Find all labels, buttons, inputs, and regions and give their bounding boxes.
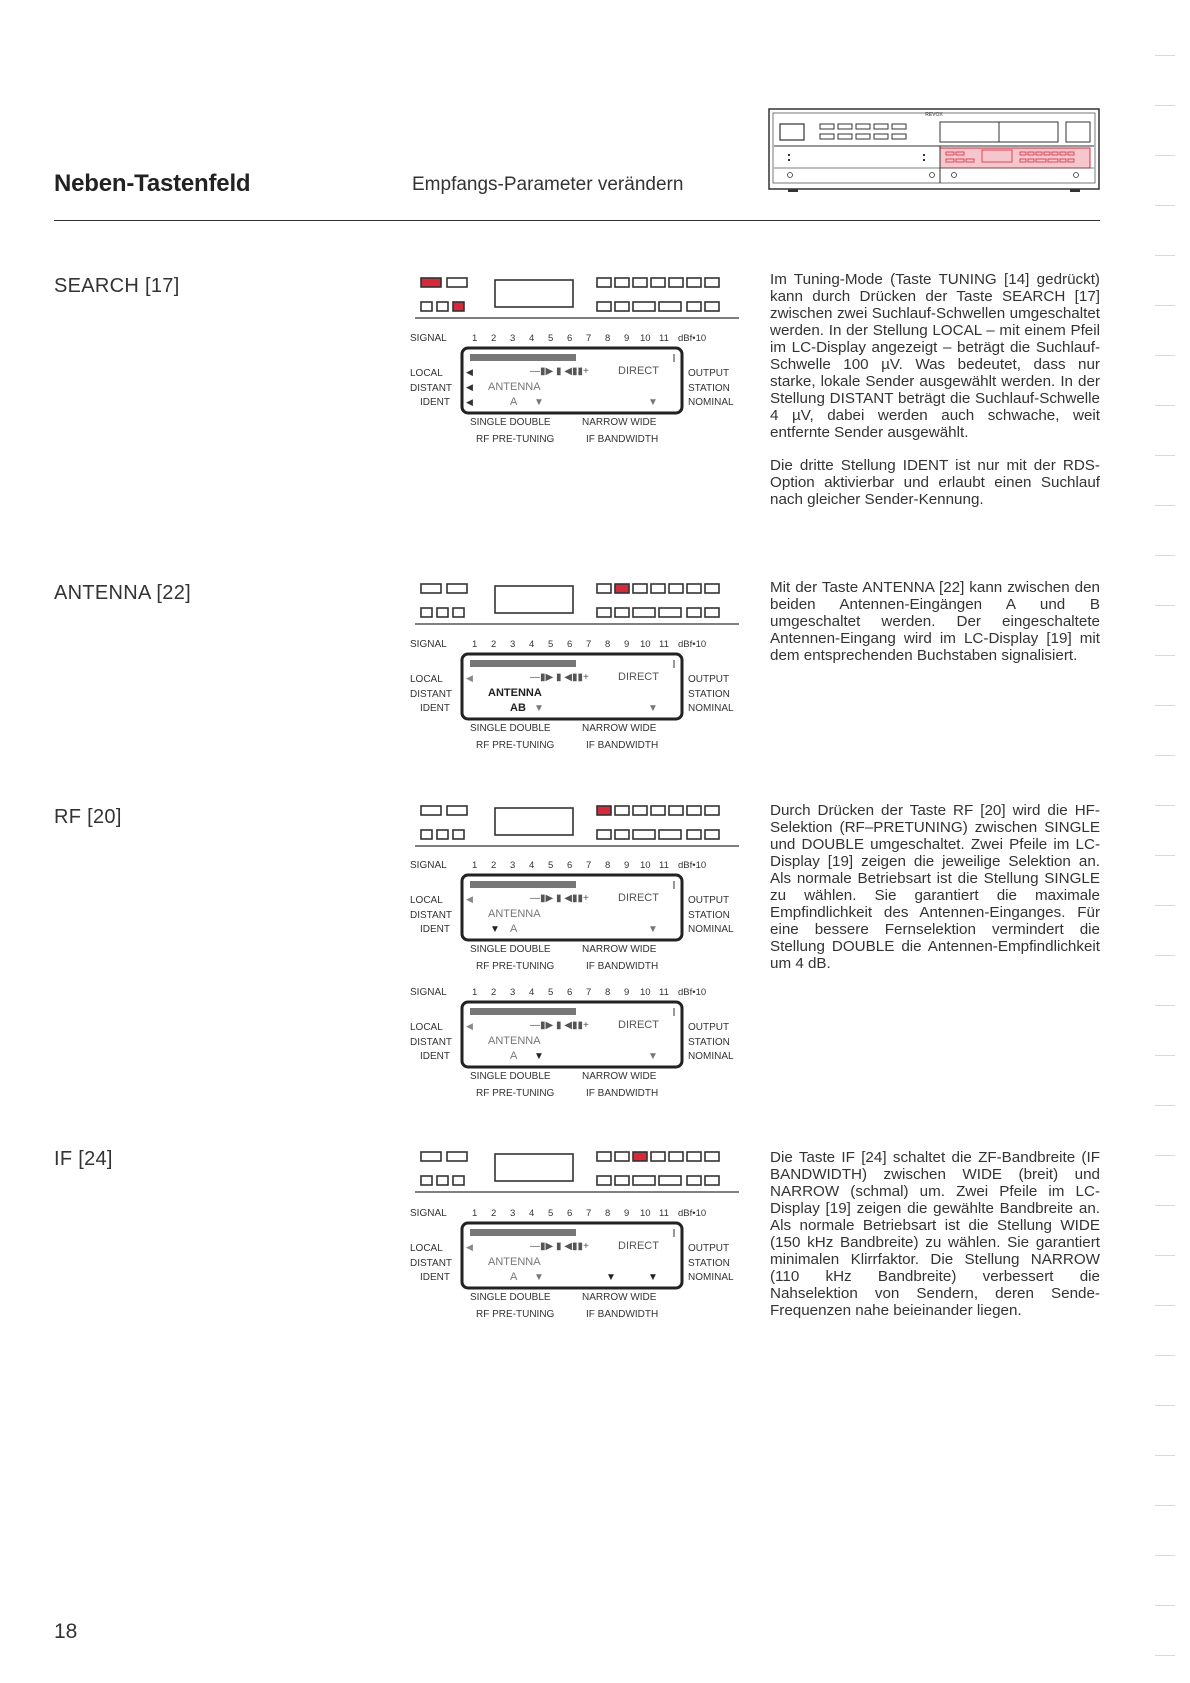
svg-text:▼: ▼ [648, 397, 658, 408]
svg-text:▼: ▼ [534, 703, 544, 714]
section-title-search: SEARCH [17] [54, 275, 180, 297]
svg-text:5: 5 [548, 860, 554, 871]
section-title-rf: RF [20] [54, 806, 122, 828]
svg-text:3: 3 [510, 1208, 516, 1219]
svg-text:◀: ◀ [466, 367, 473, 377]
signal-label: SIGNAL [410, 333, 447, 344]
page-subtitle: Empfangs-Parameter verändern [412, 174, 684, 195]
svg-text:dBf•10: dBf•10 [678, 639, 707, 650]
svg-text:3: 3 [510, 639, 516, 650]
svg-text:5: 5 [548, 1208, 554, 1219]
svg-text:—▮▶ ▮ ◀▮▮+: —▮▶ ▮ ◀▮▮+ [530, 1241, 589, 1252]
svg-text:◀: ◀ [466, 894, 473, 904]
svg-text:STATION: STATION [688, 689, 730, 700]
rf-button-active[interactable] [597, 806, 611, 815]
svg-text:5: 5 [548, 639, 554, 650]
svg-text:▼: ▼ [648, 703, 658, 714]
svg-text:9: 9 [624, 333, 630, 344]
svg-text:6: 6 [567, 987, 573, 998]
svg-text:1: 1 [472, 987, 478, 998]
button-panel-antenna [415, 578, 745, 628]
svg-text:DISTANT: DISTANT [410, 1258, 453, 1269]
svg-text:DIRECT: DIRECT [618, 1240, 659, 1252]
svg-text:LOCAL: LOCAL [410, 895, 443, 906]
search-button-active[interactable] [453, 302, 464, 311]
svg-text:4: 4 [529, 639, 535, 650]
svg-text:8: 8 [605, 1208, 611, 1219]
svg-text:IDENT: IDENT [420, 1272, 450, 1283]
svg-text:◀: ◀ [466, 673, 473, 683]
svg-text:1: 1 [472, 333, 478, 344]
svg-text:1: 1 [472, 639, 478, 650]
svg-text:▼: ▼ [490, 924, 500, 935]
svg-text:ANTENNA: ANTENNA [488, 687, 542, 699]
if-button-active[interactable] [633, 1152, 647, 1161]
svg-text:7: 7 [586, 987, 592, 998]
svg-text:7: 7 [586, 1208, 592, 1219]
lcd-display-rf-double [410, 982, 750, 1109]
button-panel-rf [415, 800, 745, 850]
svg-text:7: 7 [586, 860, 592, 871]
svg-text:◀: ◀ [466, 1242, 473, 1252]
svg-text:dBf•10: dBf•10 [678, 1208, 707, 1219]
svg-text:NOMINAL: NOMINAL [688, 703, 734, 714]
svg-text:IF BANDWIDTH: IF BANDWIDTH [586, 961, 659, 972]
svg-text:SIGNAL: SIGNAL [410, 639, 447, 650]
svg-text:11: 11 [659, 860, 669, 871]
svg-text:2: 2 [491, 987, 497, 998]
svg-text:9: 9 [624, 987, 630, 998]
svg-text:SIGNAL: SIGNAL [410, 860, 447, 871]
svg-text:LOCAL: LOCAL [410, 368, 443, 379]
svg-text:10: 10 [640, 333, 651, 344]
svg-text:OUTPUT: OUTPUT [688, 368, 730, 379]
header-rule [54, 220, 1100, 221]
svg-text:NOMINAL: NOMINAL [688, 1051, 734, 1062]
device-brand: REVOX [925, 112, 943, 118]
svg-text:SINGLE DOUBLE: SINGLE DOUBLE [470, 1292, 551, 1303]
svg-text:2: 2 [491, 639, 497, 650]
svg-text:2: 2 [491, 860, 497, 871]
svg-text:IDENT: IDENT [420, 924, 450, 935]
svg-text:3: 3 [510, 860, 516, 871]
svg-text:IDENT: IDENT [420, 703, 450, 714]
svg-text:8: 8 [605, 987, 611, 998]
svg-text:IF BANDWIDTH: IF BANDWIDTH [586, 740, 659, 751]
svg-text:SINGLE DOUBLE: SINGLE DOUBLE [470, 723, 551, 734]
svg-text:8: 8 [605, 860, 611, 871]
svg-text:A: A [510, 1271, 518, 1283]
svg-text:LOCAL: LOCAL [410, 674, 443, 685]
lcd-display-rf-single [410, 855, 750, 982]
svg-text:11: 11 [659, 639, 669, 650]
svg-text:—▮▶ ▮ ◀▮▮+: —▮▶ ▮ ◀▮▮+ [530, 672, 589, 683]
svg-text:OUTPUT: OUTPUT [688, 1022, 730, 1033]
svg-text:▼: ▼ [648, 924, 658, 935]
svg-text:ANTENNA: ANTENNA [488, 381, 541, 393]
svg-text:DISTANT: DISTANT [410, 1037, 453, 1048]
svg-text:STATION: STATION [688, 1037, 730, 1048]
svg-text:NOMINAL: NOMINAL [688, 924, 734, 935]
svg-text:DIRECT: DIRECT [618, 671, 659, 683]
svg-text:2: 2 [491, 1208, 497, 1219]
svg-text:STATION: STATION [688, 910, 730, 921]
svg-text:7: 7 [586, 333, 592, 344]
svg-text:11: 11 [659, 1208, 669, 1219]
svg-text:10: 10 [640, 860, 651, 871]
section-title-antenna: ANTENNA [22] [54, 582, 191, 604]
svg-text:DISTANT: DISTANT [410, 383, 453, 394]
device-illustration [768, 108, 1100, 192]
svg-text:NARROW WIDE: NARROW WIDE [582, 944, 657, 955]
antenna-button-active[interactable] [615, 584, 629, 593]
svg-text:RF PRE-TUNING: RF PRE-TUNING [476, 1309, 555, 1320]
svg-text:SINGLE DOUBLE: SINGLE DOUBLE [470, 1071, 551, 1082]
svg-text:IF BANDWIDTH: IF BANDWIDTH [586, 1088, 659, 1099]
svg-text:NARROW WIDE: NARROW WIDE [582, 417, 657, 428]
page-number: 18 [54, 1620, 78, 1643]
svg-text:RF PRE-TUNING: RF PRE-TUNING [476, 1088, 555, 1099]
svg-text:SINGLE DOUBLE: SINGLE DOUBLE [470, 944, 551, 955]
svg-text:8: 8 [605, 639, 611, 650]
section-text-if: Die Taste IF [24] schaltet die ZF-Bandbreite (IF BANDWIDTH) zwischen WIDE (breit) und NARROW (schmal) um. Zwei Pfeile im LC-Display [19] zeigen die gewählte Bandbreite an. Als normale Betriebsart ist die Stellung WIDE (150 kHz Bandbreite) zu wählen. Sie garantiert minimalen Klirrfaktor. Die Stellung NARROW (110 kHz Bandbreite) verbessert die Nahselektion von Sendern, deren Sende-Frequenzen nahe beieinander liegen. [770, 1149, 1100, 1319]
button-panel-if [415, 1146, 745, 1196]
lcd-display-antenna [410, 634, 750, 761]
svg-text:9: 9 [624, 639, 630, 650]
section-text-search: Im Tuning-Mode (Taste TUNING [14] gedrückt) kann durch Drücken der Taste SEARCH [17] zwischen zwei Suchlauf-Schwellen umgeschaltet werden. In der Stellung LOCAL – mit einem Pfeil im LC-Display angezeigt – beträgt die Suchlauf-Schwelle 100 µV. Was bedeutet, dass nur starke, lokale Sender ausgewählt werden. In der Stellung DISTANT beträgt die Suchlauf-Schwelle 4 µV, dabei werden auch schwache, weit entfernte Sender ausgewählt. Die dritte Stellung IDENT ist nur mit der RDS-Option aktivierbar und erlaubt einen Suchlauf nach gleicher Sender-Kennung. [770, 271, 1100, 508]
svg-text:▼: ▼ [648, 1051, 658, 1062]
svg-text:5: 5 [548, 333, 554, 344]
svg-text:2: 2 [491, 333, 497, 344]
svg-text:10: 10 [640, 1208, 651, 1219]
svg-text:8: 8 [605, 333, 611, 344]
svg-text:A: A [510, 923, 518, 935]
svg-text:9: 9 [624, 1208, 630, 1219]
svg-text:◀: ◀ [466, 1021, 473, 1031]
svg-text:RF PRE-TUNING: RF PRE-TUNING [476, 434, 555, 445]
svg-text:1: 1 [472, 860, 478, 871]
svg-text:6: 6 [567, 333, 573, 344]
svg-text:DIRECT: DIRECT [618, 1019, 659, 1031]
svg-text:11: 11 [659, 987, 669, 998]
svg-text:◀: ◀ [466, 382, 473, 392]
svg-text:dBf•10: dBf•10 [678, 987, 707, 998]
svg-text:▼: ▼ [648, 1272, 658, 1283]
svg-text:ANTENNA: ANTENNA [488, 1035, 541, 1047]
section-text-antenna: Mit der Taste ANTENNA [22] kann zwischen den beiden Antennen-Eingängen A und B umgeschaltet werden. Der eingeschaltete Antennen-Eingang wird im LC-Display [19] mit dem entsprechenden Buchstaben signalisiert. [770, 579, 1100, 664]
svg-text:DIRECT: DIRECT [618, 892, 659, 904]
svg-text:—▮▶ ▮ ◀▮▮+: —▮▶ ▮ ◀▮▮+ [530, 1020, 589, 1031]
svg-text:4: 4 [529, 1208, 535, 1219]
section-text-rf: Durch Drücken der Taste RF [20] wird die HF-Selektion (RF–PRETUNING) zwischen SINGLE und DOUBLE umgeschaltet. Zwei Pfeile im LC-Display [19] zeigen die jeweilige Selektion an. Als normale Betriebsart ist die Stellung SINGLE zu wählen. Sie garantiert die maximale Empfindlichkeit des Antennen-Einganges. Für eine bessere Fernselektion vermindert die Stellung DOUBLE die Antennen-Empfindlichkeit um 4 dB. [770, 802, 1100, 972]
svg-text:IDENT: IDENT [420, 1051, 450, 1062]
svg-text:7: 7 [586, 639, 592, 650]
svg-text:OUTPUT: OUTPUT [688, 895, 730, 906]
svg-text:4: 4 [529, 860, 535, 871]
svg-text:DIRECT: DIRECT [618, 365, 659, 377]
svg-text:SINGLE DOUBLE: SINGLE DOUBLE [470, 417, 551, 428]
page-title: Neben-Tastenfeld [54, 170, 251, 197]
svg-text:▼: ▼ [606, 1272, 616, 1283]
svg-text:RF PRE-TUNING: RF PRE-TUNING [476, 961, 555, 972]
svg-text:STATION: STATION [688, 1258, 730, 1269]
svg-text:NARROW WIDE: NARROW WIDE [582, 1071, 657, 1082]
svg-text:11: 11 [659, 333, 669, 344]
svg-text:—▮▶ ▮ ◀▮▮+: —▮▶ ▮ ◀▮▮+ [530, 893, 589, 904]
svg-text:6: 6 [567, 860, 573, 871]
svg-text:4: 4 [529, 987, 535, 998]
svg-text:NARROW WIDE: NARROW WIDE [582, 723, 657, 734]
svg-text:A: A [510, 1050, 518, 1062]
svg-text:10: 10 [640, 639, 651, 650]
svg-text:—▮▶ ▮ ◀▮▮+: —▮▶ ▮ ◀▮▮+ [530, 366, 589, 377]
svg-text:3: 3 [510, 333, 516, 344]
svg-text:A: A [510, 396, 518, 408]
svg-text:4: 4 [529, 333, 535, 344]
svg-text:NOMINAL: NOMINAL [688, 397, 734, 408]
svg-text:RF PRE-TUNING: RF PRE-TUNING [476, 740, 555, 751]
button-panel-search [415, 272, 745, 322]
svg-text:NARROW WIDE: NARROW WIDE [582, 1292, 657, 1303]
svg-text:9: 9 [624, 860, 630, 871]
svg-text:▼: ▼ [534, 1051, 544, 1062]
svg-text:3: 3 [510, 987, 516, 998]
svg-text:dBf•10: dBf•10 [678, 333, 707, 344]
svg-text:SIGNAL: SIGNAL [410, 1208, 447, 1219]
svg-text:dBf•10: dBf•10 [678, 860, 707, 871]
section-title-if: IF [24] [54, 1148, 113, 1170]
lcd-display-if [410, 1203, 750, 1330]
svg-text:6: 6 [567, 639, 573, 650]
svg-text:IF BANDWIDTH: IF BANDWIDTH [586, 434, 659, 445]
svg-text:IDENT: IDENT [420, 397, 450, 408]
svg-text:◀: ◀ [466, 397, 473, 407]
svg-text:ANTENNA: ANTENNA [488, 1256, 541, 1268]
svg-text:OUTPUT: OUTPUT [688, 674, 730, 685]
svg-text:DISTANT: DISTANT [410, 910, 453, 921]
svg-text:LOCAL: LOCAL [410, 1022, 443, 1033]
svg-text:AB: AB [510, 702, 526, 714]
svg-text:OUTPUT: OUTPUT [688, 1243, 730, 1254]
svg-text:IF BANDWIDTH: IF BANDWIDTH [586, 1309, 659, 1320]
svg-text:DISTANT: DISTANT [410, 689, 453, 700]
svg-text:6: 6 [567, 1208, 573, 1219]
svg-text:ANTENNA: ANTENNA [488, 908, 541, 920]
svg-text:10: 10 [640, 987, 651, 998]
svg-text:SIGNAL: SIGNAL [410, 987, 447, 998]
svg-text:▼: ▼ [534, 1272, 544, 1283]
svg-text:STATION: STATION [688, 383, 730, 394]
lcd-display-search [410, 328, 750, 455]
svg-text:▼: ▼ [534, 397, 544, 408]
search-local-led [421, 278, 441, 287]
svg-text:NOMINAL: NOMINAL [688, 1272, 734, 1283]
svg-text:5: 5 [548, 987, 554, 998]
svg-text:LOCAL: LOCAL [410, 1243, 443, 1254]
svg-text:1: 1 [472, 1208, 478, 1219]
